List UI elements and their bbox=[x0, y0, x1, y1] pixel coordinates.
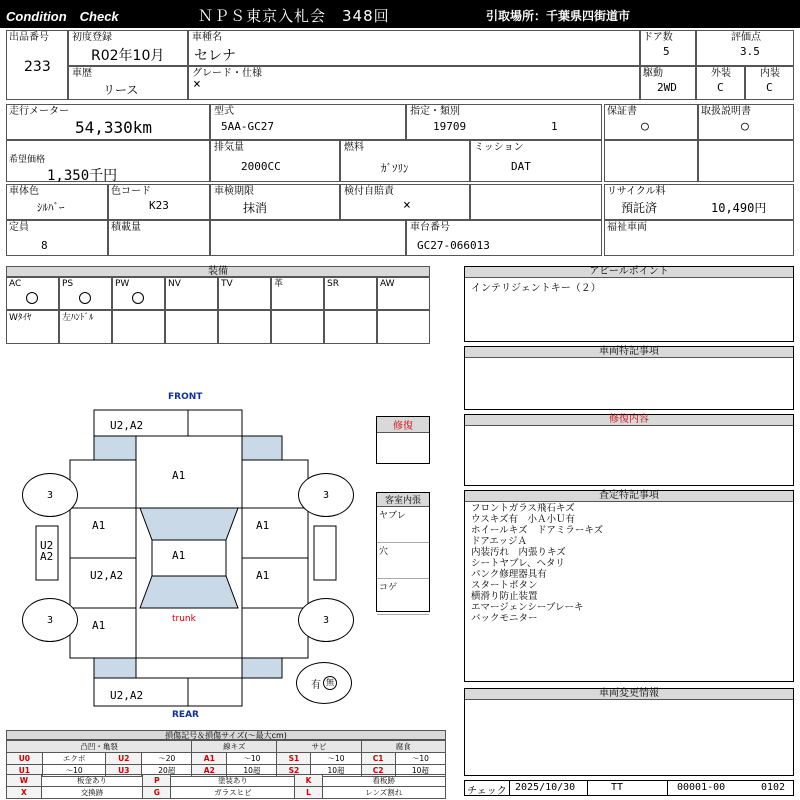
history-value: リース bbox=[103, 83, 139, 97]
interior-row: コゲ bbox=[377, 579, 429, 615]
color-code-cell bbox=[108, 184, 210, 220]
score-cell bbox=[696, 30, 794, 66]
model-value: セレナ bbox=[194, 48, 236, 64]
equipment-cell-row2 bbox=[377, 310, 430, 344]
legend-h3: サビ bbox=[277, 741, 361, 753]
tire-fr-value: 3 bbox=[322, 489, 330, 501]
color-cell bbox=[6, 184, 108, 220]
model-label: 車種名 bbox=[192, 32, 222, 43]
type-value: 5AA-GC27 bbox=[221, 120, 274, 133]
warranty-cell bbox=[604, 104, 698, 140]
check-num: 0102 bbox=[761, 782, 786, 793]
tire-front-left bbox=[22, 473, 78, 517]
recycle-status: 預託済 bbox=[621, 201, 658, 215]
equipment-label: AC bbox=[9, 279, 22, 289]
mission-value: DAT bbox=[511, 160, 531, 173]
doors-value: 5 bbox=[663, 45, 670, 58]
interior-cell bbox=[745, 66, 794, 100]
equipment-cell-ac bbox=[6, 277, 59, 310]
footer-check bbox=[464, 780, 794, 796]
capacity-cell bbox=[6, 220, 108, 256]
color-value: ｼﾙﾊﾞｰ bbox=[37, 201, 65, 214]
displacement-cell bbox=[210, 140, 340, 182]
warranty-label: 保証書 bbox=[607, 106, 637, 117]
doors-label: ドア数 bbox=[643, 32, 673, 43]
legend-cell: C2 bbox=[361, 765, 395, 777]
legend-cell: C1 bbox=[361, 753, 395, 765]
legend-h4: 腐食 bbox=[361, 741, 445, 753]
inspection-note-line: シートヤブレ、ヘタリ bbox=[471, 558, 565, 569]
legend-cell: U3 bbox=[106, 765, 142, 777]
legend-cell: U0 bbox=[7, 753, 43, 765]
tire-rear-left bbox=[22, 598, 78, 642]
pickup-location: 引取場所：千葉県四街道市 bbox=[486, 9, 631, 23]
inspection-label: 車検期限 bbox=[214, 186, 254, 197]
interior-row: ヤブレ bbox=[377, 507, 429, 543]
legend-cell: W bbox=[7, 775, 42, 787]
chassis-value: GC27-066013 bbox=[417, 239, 490, 252]
legend-cell: S2 bbox=[277, 765, 311, 777]
manual-value: ○ bbox=[741, 119, 749, 134]
equipment-cell-row2 bbox=[165, 310, 218, 344]
equipment-cell-pw bbox=[112, 277, 165, 310]
blank-cell-4 bbox=[210, 220, 406, 256]
drive-cell bbox=[640, 66, 696, 100]
change-title: 車両変更情報 bbox=[465, 689, 793, 700]
drive-label: 駆動 bbox=[643, 68, 663, 79]
spec-label: 指定・類別 bbox=[410, 106, 460, 117]
chassis-label: 車台番号 bbox=[410, 222, 450, 233]
insurance-cell bbox=[340, 184, 470, 220]
capacity-value: 8 bbox=[41, 239, 48, 252]
lot-cell bbox=[6, 30, 68, 100]
doors-cell bbox=[640, 30, 696, 66]
inspection-note-line: 内装汚れ 内張りキズ bbox=[471, 547, 566, 558]
legend-cell: A1 bbox=[192, 753, 227, 765]
legend-cell: 〜10 bbox=[395, 753, 445, 765]
blank-cell-1 bbox=[604, 140, 698, 182]
legend-h1: 凸凹・亀裂 bbox=[7, 741, 192, 753]
legend-cell: 〜10 bbox=[311, 753, 361, 765]
interior-box bbox=[376, 492, 430, 612]
appeal-text: インテリジェントキー（２） bbox=[471, 283, 601, 294]
lot-label: 出品番号 bbox=[9, 32, 49, 43]
spec-cell bbox=[406, 104, 602, 140]
equipment-label: Wﾀｲﾔ bbox=[9, 313, 32, 323]
inspection-note-line: フロントガラス飛石キズ bbox=[471, 503, 575, 514]
legend-title: 損傷記号＆損傷サイズ(〜最大cm) bbox=[6, 730, 446, 740]
check-code: 00001-00 bbox=[677, 782, 726, 793]
mark-right-rear-door: A1 bbox=[256, 569, 270, 582]
blank-cell-2 bbox=[698, 140, 794, 182]
equipment-cell-row2 bbox=[271, 310, 324, 344]
equipment-cell-革 bbox=[271, 277, 324, 310]
mark-left-front-door: A1 bbox=[92, 519, 106, 532]
header-bar bbox=[0, 0, 800, 28]
interior-rows bbox=[377, 507, 429, 615]
mark-left-rear-quarter: A1 bbox=[92, 619, 106, 632]
rear-label: REAR bbox=[172, 710, 199, 720]
tire-fl-value: 3 bbox=[46, 489, 54, 501]
inspection-note-line: エマージェンシーブレーキ bbox=[471, 602, 584, 613]
equipment-label: 革 bbox=[274, 279, 284, 289]
check-mark-icon bbox=[79, 292, 91, 304]
appeal-title: アピールポイント bbox=[465, 267, 793, 278]
inspection-note-line: 横滑り防止装置 bbox=[471, 591, 538, 602]
legend-cell: X bbox=[7, 787, 42, 799]
inspection-cell bbox=[210, 184, 340, 220]
legend-cell: K bbox=[295, 775, 322, 787]
tire-rr-value: 3 bbox=[322, 614, 330, 626]
legend-cell: U1 bbox=[7, 765, 43, 777]
mark-left-rear-door: U2,A2 bbox=[90, 569, 124, 582]
legend-cell: 交換跡 bbox=[41, 787, 143, 799]
auction-title: ＮＰＳ東京入札会 348回 bbox=[198, 7, 390, 25]
exterior-label: 外装 bbox=[711, 68, 731, 79]
inspection-note-line: パンク修理器具有 bbox=[471, 569, 547, 580]
fuel-value: ｶﾞｿﾘﾝ bbox=[381, 162, 409, 175]
drive-value: 2WD bbox=[657, 81, 677, 94]
equipment-cell-aw bbox=[377, 277, 430, 310]
mark-right-front-door: A1 bbox=[256, 519, 270, 532]
displacement-value: 2000CC bbox=[241, 160, 281, 173]
legend-cell: P bbox=[143, 775, 171, 787]
inspector: TT bbox=[611, 782, 624, 793]
lot-number: 233 bbox=[24, 59, 51, 75]
equipment-cell-tv bbox=[218, 277, 271, 310]
repair-detail-panel bbox=[464, 414, 794, 486]
price-cell bbox=[6, 140, 210, 182]
interior-label: 内装 bbox=[760, 68, 780, 79]
legend-cell: レンズ割れ bbox=[322, 787, 445, 799]
form-title: Condition Check bbox=[6, 9, 119, 24]
recycle-cell bbox=[604, 184, 794, 220]
fuel-label: 燃料 bbox=[344, 142, 364, 153]
spare-value: 有 bbox=[311, 679, 321, 691]
inspection-note-line: ウスキズ有 小Ａ小Ｕ有 bbox=[471, 514, 576, 525]
spec-value-1: 19709 bbox=[433, 120, 467, 133]
legend-cell: L bbox=[295, 787, 322, 799]
warranty-value: ○ bbox=[641, 119, 649, 134]
legend-cell: 〜20 bbox=[142, 753, 192, 765]
load-label: 積載量 bbox=[111, 222, 141, 233]
recycle-fee: 10,490円 bbox=[711, 201, 767, 215]
welfare-label: 福祉車両 bbox=[607, 222, 647, 233]
model-cell bbox=[188, 30, 640, 66]
legend-h2: 線キズ bbox=[192, 741, 277, 753]
legend-table-2 bbox=[6, 774, 446, 799]
insurance-label: 検付自賠責 bbox=[344, 186, 394, 197]
grade-cell bbox=[188, 66, 640, 100]
spare-tire bbox=[296, 662, 352, 704]
mark-roof: A1 bbox=[172, 549, 186, 562]
recycle-label: リサイクル料 bbox=[607, 186, 666, 197]
chassis-cell bbox=[406, 220, 602, 256]
appeal-panel bbox=[464, 266, 794, 342]
tire-front-right bbox=[298, 473, 354, 517]
blank-cell-3 bbox=[470, 184, 602, 220]
first-reg-cell bbox=[68, 30, 188, 66]
equipment-cell-row2 bbox=[112, 310, 165, 344]
legend-cell: 10超 bbox=[311, 765, 361, 777]
legend-cell: ガラスヒビ bbox=[171, 787, 295, 799]
fuel-cell bbox=[340, 140, 470, 182]
repair-detail-title: 修復内容 bbox=[465, 415, 793, 426]
mileage-cell bbox=[6, 104, 210, 140]
mileage-value: 54,330km bbox=[75, 118, 153, 137]
check-mark-icon bbox=[26, 292, 38, 304]
equipment-label: 左ﾊﾝﾄﾞﾙ bbox=[62, 313, 94, 323]
exterior-cell bbox=[696, 66, 745, 100]
inspection-note-line: ドアエッジＡ bbox=[471, 536, 528, 547]
mileage-label: 走行メーター bbox=[9, 106, 69, 117]
price-label: 希望価格 bbox=[9, 155, 46, 165]
mission-cell bbox=[470, 140, 602, 182]
equipment-cell-ps bbox=[59, 277, 112, 310]
legend-cell: 塗装あり bbox=[171, 775, 295, 787]
change-panel bbox=[464, 688, 794, 776]
legend-cell: 板金あり bbox=[41, 775, 143, 787]
history-label: 車歴 bbox=[72, 68, 92, 79]
manual-cell bbox=[698, 104, 794, 140]
legend-cell: 看板跡 bbox=[322, 775, 445, 787]
manual-label: 取扱説明書 bbox=[701, 106, 751, 117]
interior-row: 穴 bbox=[377, 543, 429, 579]
check-date: 2025/10/30 bbox=[515, 782, 576, 793]
check-label: チェック bbox=[467, 786, 507, 797]
legend-cell: エクボ bbox=[42, 753, 106, 765]
inspection-value: 抹消 bbox=[243, 201, 268, 215]
equipment-label: PS bbox=[62, 279, 74, 289]
exterior-value: C bbox=[717, 81, 724, 94]
score-label: 評価点 bbox=[731, 32, 761, 43]
inspection-notes-title: 査定特記事項 bbox=[465, 491, 793, 502]
legend-cell: 10超 bbox=[395, 765, 445, 777]
legend-table bbox=[6, 740, 446, 777]
check-mark-icon bbox=[132, 292, 144, 304]
trunk-label: trunk bbox=[172, 614, 196, 624]
welfare-cell bbox=[604, 220, 794, 256]
displacement-label: 排気量 bbox=[214, 142, 244, 153]
load-cell bbox=[108, 220, 210, 256]
special-panel bbox=[464, 346, 794, 410]
inspection-note-line: スタートボタン bbox=[471, 580, 538, 591]
legend-cell: U2 bbox=[106, 753, 142, 765]
color-label: 車体色 bbox=[9, 186, 39, 197]
equipment-cell-nv bbox=[165, 277, 218, 310]
grade-label: グレード・仕様 bbox=[192, 68, 262, 79]
inspection-note-line: ホイールキズ ドアミラーキズ bbox=[471, 525, 604, 536]
equipment-header: 装備 bbox=[6, 266, 430, 277]
legend-cell: S1 bbox=[277, 753, 311, 765]
equipment-cell-row2 bbox=[324, 310, 377, 344]
equipment-label: AW bbox=[380, 279, 395, 289]
mark-left-side: U2 A2 bbox=[40, 539, 54, 563]
repair-title: 修復 bbox=[377, 417, 429, 433]
equipment-cell-row2 bbox=[6, 310, 59, 344]
type-cell bbox=[210, 104, 406, 140]
legend-cell: 10超 bbox=[227, 765, 277, 777]
price-value: 1,350千円 bbox=[47, 168, 118, 184]
equipment-label: TV bbox=[221, 279, 233, 289]
tire-rear-right bbox=[298, 598, 354, 642]
front-label: FRONT bbox=[168, 392, 203, 402]
equipment-label: SR bbox=[327, 279, 339, 289]
first-reg-label: 初度登録 bbox=[72, 32, 112, 43]
interior-value: C bbox=[766, 81, 773, 94]
grade-value: × bbox=[193, 77, 201, 92]
equipment-cell-sr bbox=[324, 277, 377, 310]
legend-cell: 〜10 bbox=[42, 765, 106, 777]
inspection-note-line: バックモニター bbox=[471, 613, 538, 624]
spare-icon: 無 bbox=[323, 676, 337, 690]
insurance-value: × bbox=[403, 198, 411, 213]
legend-cell: A2 bbox=[192, 765, 227, 777]
inspection-notes-panel bbox=[464, 490, 794, 682]
score-value: 3.5 bbox=[740, 45, 760, 58]
spec-value-2: 1 bbox=[551, 120, 558, 133]
equipment-cell-row2 bbox=[218, 310, 271, 344]
history-cell bbox=[68, 66, 188, 100]
color-code-label: 色コード bbox=[111, 186, 151, 197]
first-reg-value: R02年10月 bbox=[91, 48, 165, 64]
legend-cell: G bbox=[143, 787, 171, 799]
interior-title: 客室内張 bbox=[377, 493, 429, 507]
mission-label: ミッション bbox=[474, 142, 524, 153]
equipment-cell-row2 bbox=[59, 310, 112, 344]
legend-cell: 〜10 bbox=[227, 753, 277, 765]
special-title: 車両特記事項 bbox=[465, 347, 793, 358]
mark-rear-bumper: U2,A2 bbox=[110, 689, 144, 702]
color-code-value: K23 bbox=[149, 199, 169, 212]
mark-hood: A1 bbox=[172, 469, 186, 482]
inspection-notes-list bbox=[465, 502, 793, 625]
capacity-label: 定員 bbox=[9, 222, 29, 233]
mark-front-bumper: U2,A2 bbox=[110, 419, 144, 432]
type-label: 型式 bbox=[214, 106, 234, 117]
tire-rl-value: 3 bbox=[46, 614, 54, 626]
equipment-label: NV bbox=[168, 279, 181, 289]
equipment-label: PW bbox=[115, 279, 130, 289]
repair-box bbox=[376, 416, 430, 464]
legend-cell: 20超 bbox=[142, 765, 192, 777]
